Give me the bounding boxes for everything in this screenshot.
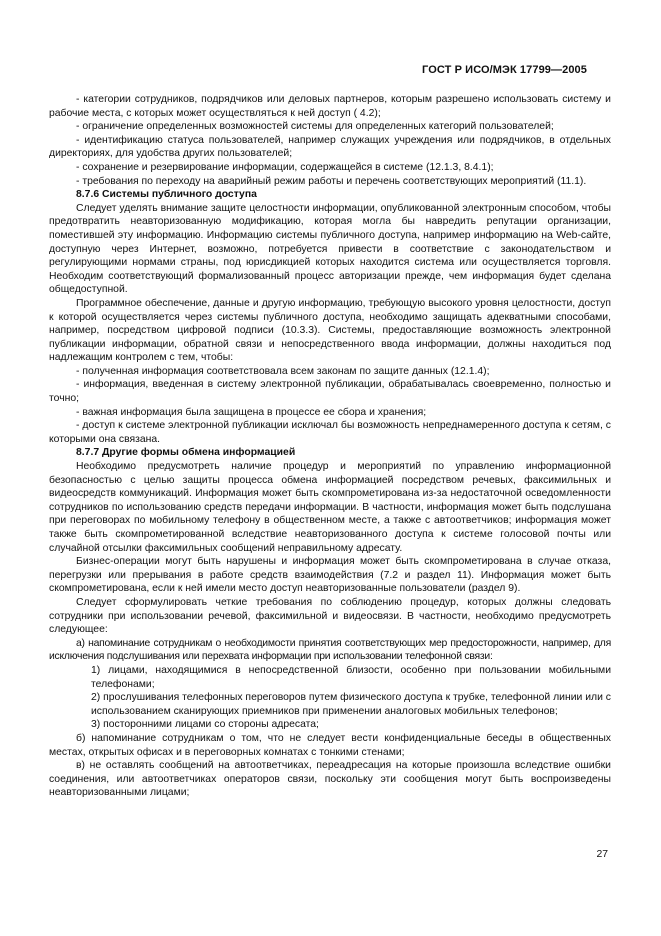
list-item-staff-categories: - категории сотрудников, подрядчиков или деловых партнеров, которым разрешено использовать систему и рабочие места, с которых может осуществляться к ней доступ ( 4.2); (49, 94, 611, 119)
document-header: ГОСТ Р ИСО/МЭК 17799—2005 (422, 64, 587, 76)
page-number: 27 (596, 849, 608, 860)
paragraph-business-operations: Бизнес-операции могут быть нарушены и информация может быть скомпрометирована в случае отказа, перегрузки или прерывания в работе средств взаимодействия (7.2 и раздел 11). Информация может быть скомпрометирована, если к ней имели место доступ неавторизованные пользователи (раздел 9). (49, 556, 611, 595)
paragraph-software-integrity: Программное обеспечение, данные и другую информацию, требующую высокого уровня целостности, доступ к которой осуществляется через системы публичного доступа, необходимо защищать адекватными способами, например, посредством цифровой подписи (10.3.3). Системы, предоставляющие возможность электронной публикации информации, обратной связи и непосредственного ввода информации, должны находиться под надлежащим контролем с тем, чтобы: (49, 297, 611, 364)
list-item-data-protection: - полученная информация соответствовала всем законам по защите данных (12.1.4); (76, 365, 490, 377)
list-item-user-status: - идентификацию статуса пользователей, например служащих учреждения или подрядчиков, в отдельных директориях, для удобства других пользователей; (49, 134, 611, 160)
section-heading-8-7-7: 8.7.7 Другие формы обмена информацией (76, 447, 296, 459)
list-item-access-control: - доступ к системе электронной публикации исключал бы возможность непреднамеренного доступа к сетям, с которыми она связана. (49, 420, 611, 445)
list-item-b: б) напоминание сотрудникам о том, что не следует вести конфиденциальные беседы в общественных местах, открытых офисах и в переговорных комнатах с тонкими стенами; (49, 732, 611, 758)
list-item-fallback: - требования по переходу на аварийный режим работы и перечень соответствующих мероприятий (11.1). (76, 175, 587, 187)
list-item-backup: - сохранение и резервирование информации, содержащейся в системе (12.1.3, 8.4.1); (76, 161, 494, 173)
sublist-item-3: 3) посторонними лицами со стороны адресата; (91, 719, 319, 731)
list-item-restriction: - ограничение определенных возможностей системы для определенных категорий пользователей; (76, 121, 554, 133)
paragraph-public-systems: Следует уделять внимание защите целостности информации, опубликованной электронным способом, чтобы предотвратить неавторизованную модификацию, которая могла бы навредить репутации организации, поместившей эту информацию. Информацию системы публичного доступа, например информацию на Web-сайте, доступную через Интернет, возможно, потребуется привести в соответствие с законодательством и регулирующими нормами страны, под юрисдикцией которых находится система или осуществляется торговля. Необходим соответствующий формализованный процесс авторизации прежде, чем информация будет сделана общедоступной. (49, 202, 611, 296)
list-item-important-info: - важная информация была защищена в процессе ее сбора и хранения; (76, 406, 427, 418)
list-item-v: в) не оставлять сообщений на автоответчиках, переадресация на которые произошла вследствие ошибки соединения, или автоответчиках операторов связи, поскольку эти сообщения могут быть воспроизведены неавторизованными лицами; (49, 760, 611, 799)
sublist-item-1: 1) лицами, находящимися в непосредственной близости, особенно при пользовании мобильными телефонами; (91, 664, 611, 690)
sublist-item-2: 2) прослушивания телефонных переговоров путем физического доступа к трубке, телефонной линии или с использованием сканирующих приемников при применении аналоговых мобильных телефонов; (91, 692, 611, 717)
document-body (49, 93, 611, 800)
section-heading-8-7-6: 8.7.6 Системы публичного доступа (76, 189, 257, 201)
paragraph-other-exchange: Необходимо предусмотреть наличие процедур и мероприятий по управлению информационной безопасностью с целью защиты процесса обмена информацией посредством речевых, факсимильных и видеосредств коммуникаций. Информация может быть скомпрометирована из-за недостаточной осведомленности сотрудников по использованию средств передачи информации. В частности, информация может быть подслушана при переговорах по мобильному телефону в общественном месте, а также с автоответчиков; информация может также быть скомпрометированной вследствие неавторизованного доступа к системе голосовой почты или случайной отсылки факсимильных сообщений неправильному адресату. (49, 461, 611, 554)
list-item-timely-processing: - информация, введенная в систему электронной публикации, обрабатывалась своевременно, полностью и точно; (49, 379, 611, 405)
list-item-a: а) напоминание сотрудникам о необходимости принятия соответствующих мер предосторожности, например, для исключения подслушивания или перехвата информации при использовании телефонной связи: (49, 637, 611, 663)
paragraph-requirements: Следует сформулировать четкие требования по соблюдению процедур, которых должны следовать сотрудники при использовании речевой, факсимильной и видеосвязи. В частности, необходимо предусмотреть следующее: (49, 596, 611, 636)
